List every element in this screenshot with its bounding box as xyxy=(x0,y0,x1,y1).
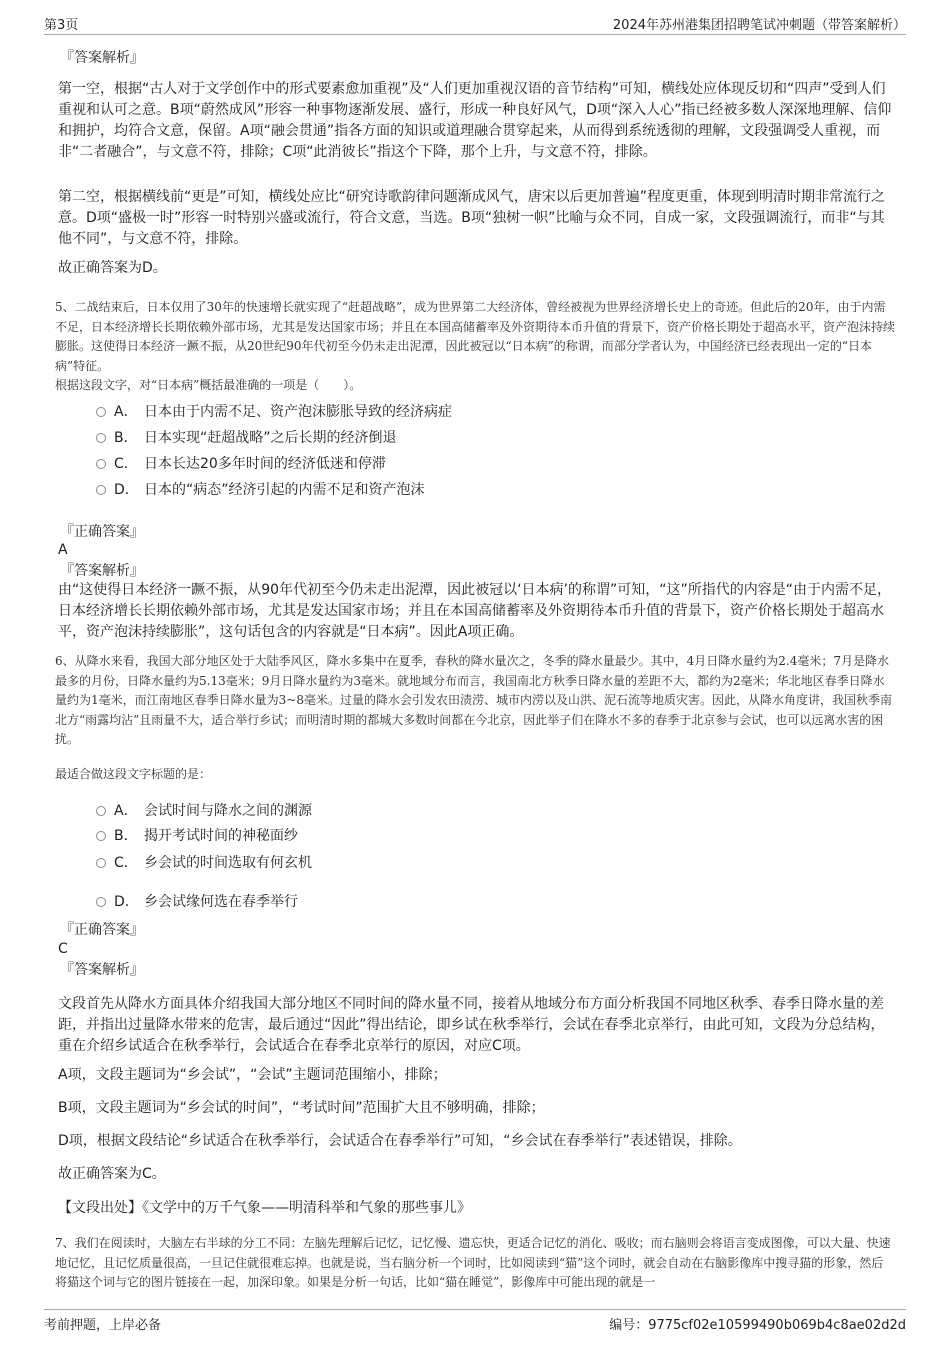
q6-answer: C xyxy=(58,941,68,957)
q4-conclusion: 故正确答案为D。 xyxy=(58,260,167,276)
radio-icon[interactable] xyxy=(96,407,106,417)
q6-b-item: B项，文段主题词为“乡会试的时间”，“考试时间”范围扩大且不够明确，排除； xyxy=(58,1100,545,1116)
page-number: 第3页 xyxy=(44,18,79,33)
q6-question: 最适合做这段文字标题的是： xyxy=(55,767,212,781)
q6-a-item: A项，文段主题词为“乡会试”，“会试”主题词范围缩小，排除； xyxy=(58,1067,447,1083)
q4-analysis-label: 『答案解析』 xyxy=(60,50,144,66)
q5-analysis-label: 『答案解析』 xyxy=(60,563,144,579)
q5-option-b[interactable]: B． 日本实现“赶超战略”之后长期的经济倒退 xyxy=(96,428,397,448)
q5-stem: 5、二战结束后，日本仅用了30年的快速增长就实现了“赶超战略”，成为世界第二大经济体，曾经被视为世界经济增长史上的奇迹。但此后的20年，由于内需不足，日本经济增长长期依赖外部市场，尤其是发达国家市场；并且在本国高储蓄率及外资期待本币升值的背景下，资产价格长期处于超高水平，资产泡沫持续膨胀。这使得日本经济一蹶不振，从20世纪90年代初至今仍未走出泥潭，因此被冠以“日本病”的称谓，而部分学者认为，中国经济已经表现出一定的“日本病”特征。 xyxy=(55,300,896,373)
q6-option-a[interactable]: A． 会试时间与降水之间的渊源 xyxy=(96,801,312,821)
q5-option-d[interactable]: D． 日本的“病态”经济引起的内需不足和资产泡沫 xyxy=(96,480,425,500)
q5-option-a[interactable]: A． 日本由于内需不足、资产泡沫膨胀导致的经济病症 xyxy=(96,402,452,422)
radio-icon[interactable] xyxy=(96,459,106,469)
page-footer xyxy=(44,1309,906,1336)
q7-stem: 7、我们在阅读时，大脑左右半球的分工不同：左脑先理解后记忆，记忆慢、遗忘快，更适合记忆的消化、吸收；而右脑则会将语言变成图像，可以大量、快速地记忆，且记忆质量很高，一旦记住就很难忘掉。也就是说，当右脑分析一个词时，比如阅读到“猫”这个词时，就会自动在右脑影像库中搜寻猫的形象，然后将猫这个词与它的图片链接在一起，加深印象。如果是分析一句话，比如“猫在睡觉”，影像库中可能出现的就是一 xyxy=(55,1236,891,1289)
radio-icon[interactable] xyxy=(96,897,106,907)
footer-code: 编号：9775cf02e10599490b069b4c8ae02d2d xyxy=(609,1318,906,1333)
q6-analysis: 文段首先从降水方面具体介绍我国大部分地区不同时间的降水量不同，接着从地域分布方面分析我国不同地区秋季、春季日降水量的差距，并指出过量降水带来的危害，最后通过“因此”得出结论，即乡试在秋季举行，会试在春季北京举行，由此可知，文段为分总结构，重在介绍乡试适合在秋季举行，会试适合在春季北京举行的原因，对应C项。 xyxy=(58,996,885,1054)
page-header xyxy=(44,12,906,35)
q6-analysis-label: 『答案解析』 xyxy=(60,962,144,978)
q6-answer-label: 『正确答案』 xyxy=(60,922,144,938)
q5-analysis: 由“这使得日本经济一蹶不振，从90年代初至今仍未走出泥潭，因此被冠以‘日本病’的称谓”可知，“这”所指代的内容是“由于内需不足，日本经济增长长期依赖外部市场，尤其是发达国家市场；并且在本国高储蓄率及外资期待本币升值的背景下，资产价格长期处于超高水平，资产泡沫持续膨胀”，这句话包含的内容就是“日本病”。因此A项正确。 xyxy=(58,582,891,640)
radio-icon[interactable] xyxy=(96,858,106,868)
q5-question: 根据这段文字，对“日本病”概括最准确的一项是（ ）。 xyxy=(55,378,362,392)
q5-option-c[interactable]: C． 日本长达20多年时间的经济低迷和停滞 xyxy=(96,454,386,474)
radio-icon[interactable] xyxy=(96,806,106,816)
radio-icon[interactable] xyxy=(96,485,106,495)
q5-answer: A xyxy=(58,542,68,558)
footer-slogan: 考前押题，上岸必备 xyxy=(44,1318,162,1333)
q6-d-item: D项，根据文段结论“乡试适合在秋季举行，会试适合在春季举行”可知，“乡会试在春季举行”表述错误，排除。 xyxy=(58,1133,742,1149)
document-title: 2024年苏州港集团招聘笔试冲刺题（带答案解析） xyxy=(612,18,906,33)
q6-option-b[interactable]: B． 揭开考试时间的神秘面纱 xyxy=(96,826,298,846)
q6-source: 【文段出处】《文学中的万千气象——明清科举和气象的那些事儿》 xyxy=(58,1200,471,1216)
q6-conclusion: 故正确答案为C。 xyxy=(58,1166,166,1182)
q6-stem: 6、从降水来看，我国大部分地区处于大陆季风区，降水多集中在夏季，春秋的降水量次之，冬季的降水量最少。其中，4月日降水量约为2.4毫米；7月是降水最多的月份，日降水量约为5.13毫米；9月日降水量约为3毫米。就地域分布而言，我国南北方秋季日降水量的差距不大，都约为2毫米；华北地区春季日降水量约为1毫米，而江南地区春季日降水量为3~8毫米。过量的降水会引发农田渍涝、城市内涝以及山洪、泥石流等地质灾害。因此，从降水角度讲，我国秋季南北方“雨露均沾”且雨量不大，适合举行乡试；而明清时期的都城大多数时间都在今北京，因此举子们在降水不多的春季于北京参与会试，也可以远离水害的困扰。 xyxy=(55,654,892,746)
q4-analysis-para1: 第一空，根据“古人对于文学创作中的形式要素愈加重视”及“人们更加重视汉语的音节结构”可知，横线处应体现反切和“四声”受到人们重视和认可之意。B项“蔚然成风”形容一种事物逐渐发展、盛行，形成一种良好风气，D项“深入人心”指已经被多数人深深地理解、信仰和拥护，均符合文意，保留。A项“融会贯通”指各方面的知识或道理融合贯穿起来，从而得到系统透彻的理解，文段强调受人重视，而非“二者融合”，与文意不符，排除；C项“此消彼长”指这个下降，那个上升，与文意不符，排除。 xyxy=(58,81,892,160)
radio-icon[interactable] xyxy=(96,831,106,841)
radio-icon[interactable] xyxy=(96,433,106,443)
q6-option-c[interactable]: C． 乡会试的时间选取有何玄机 xyxy=(96,853,312,873)
q4-analysis-para2: 第二空，根据横线前“更是”可知，横线处应比“研究诗歌韵律问题渐成风气，唐宋以后更加普遍”程度更重，体现到明清时期非常流行之意。D项“盛极一时”形容一时特别兴盛或流行，符合文意，当选。B项“独树一帜”比喻与众不同，自成一家，文段强调流行，而非“与其他不同”，与文意不符，排除。 xyxy=(58,189,886,247)
q5-answer-label: 『正确答案』 xyxy=(60,524,144,540)
q6-option-d[interactable]: D． 乡会试缘何选在春季举行 xyxy=(96,892,298,912)
